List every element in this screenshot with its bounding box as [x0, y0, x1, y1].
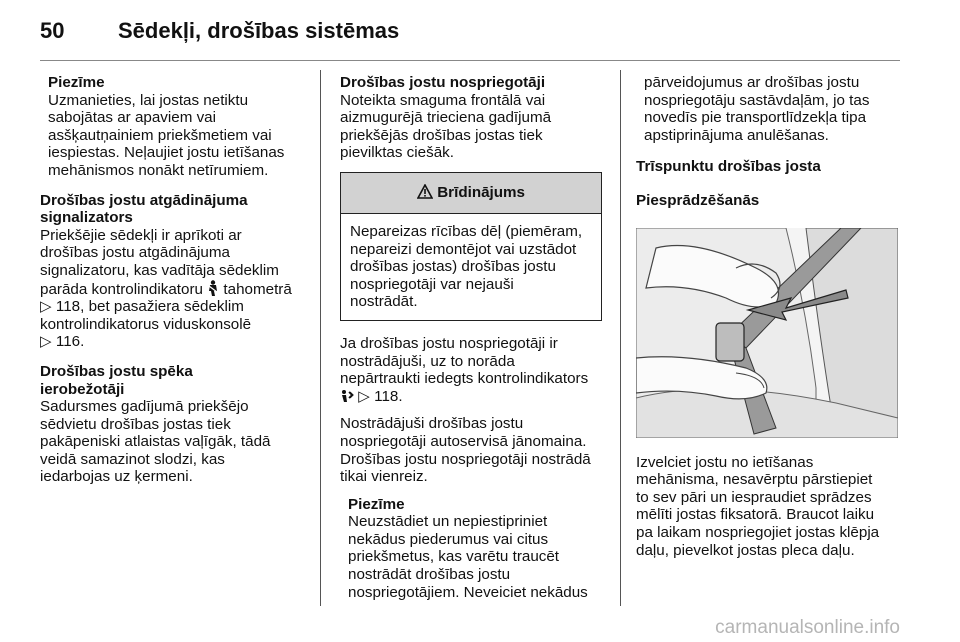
- body-line: pakāpeniski atlaistas vaļīgāk, tādā: [40, 433, 271, 451]
- seatbelt-illustration: [636, 228, 898, 438]
- note-line: Uzmanieties, lai jostas netiktu: [48, 91, 249, 109]
- note-line: iespiestas. Neļaujiet jostu ietīšanas: [48, 144, 285, 162]
- body-line: Priekšējie sēdekļi ir aprīkoti ar: [40, 226, 242, 244]
- body-line: kontrolindikatorus viduskonsolē: [40, 315, 252, 333]
- note-line: nospriegotāju sastāvdaļām, jo tas: [644, 91, 870, 109]
- body-line: Izvelciet jostu no ietīšanas: [636, 453, 814, 471]
- column-1: [40, 74, 314, 486]
- note-title: Piezīme: [348, 495, 405, 513]
- warning-title: Brīdinājums: [437, 183, 525, 201]
- reminder-heading: Drošības jostu atgādinājuma: [40, 191, 248, 209]
- body-line: mēlīti jostas fiksatorā. Braucot laiku: [636, 506, 875, 524]
- body-line: signalizatoru, kas vadītāja sēdeklim: [40, 261, 279, 279]
- body-line: daļu, pievelkot jostas pleca daļu.: [636, 541, 855, 559]
- note-line: asšķautņainiem priekšmetiem vai: [48, 126, 272, 144]
- page-title: Sēdekļi, drošības sistēmas: [118, 18, 400, 43]
- note-line: Neuzstādiet un nepiestipriniet: [348, 513, 548, 531]
- body-line: priekšējās drošības jostas tiek: [340, 126, 543, 144]
- body-line: Noteikta smaguma frontālā vai: [340, 91, 546, 109]
- note-line: pārveidojumus ar drošības jostu: [644, 74, 860, 91]
- column-3: [636, 74, 900, 559]
- page-reference: 118.: [374, 387, 403, 405]
- body-line: iedarbojas uz ķermeni.: [40, 468, 193, 486]
- note-title: Piezīme: [48, 74, 105, 91]
- note-line: nospriegotājiem. Neveiciet nekādus: [348, 583, 588, 601]
- body-line: to sev pāri un iespraudiet sprādzes: [636, 488, 872, 506]
- triangle-right-icon: ▷: [358, 387, 370, 405]
- note-block: [40, 74, 314, 180]
- warning-line: nepareizi demontējot vai uzstādot: [350, 240, 577, 258]
- triangle-right-icon: ▷: [40, 298, 52, 316]
- limiter-heading: ierobežotāji: [40, 380, 125, 398]
- body-line: aizmugurējā trieciena gadījumā: [340, 109, 552, 127]
- body-line: [40, 333, 314, 351]
- body-line: Sadursmes gadījumā priekšējo: [40, 398, 249, 416]
- note-block: [340, 496, 602, 602]
- warning-line: drošības jostas) drošības jostu: [350, 258, 556, 276]
- body-line: nospriegotāji autoservisā jānomaina.: [340, 432, 587, 450]
- body-text: parāda kontrolindikatoru: [40, 280, 203, 298]
- body-line: tikai vienreiz.: [340, 468, 428, 486]
- note-line: novedīs pie transportlīdzekļa tipa: [644, 109, 867, 127]
- watermark[interactable]: carmanualsonline.info: [715, 617, 900, 638]
- warning-header: [341, 173, 601, 214]
- body-line: pa laikam nospriegojiet jostas klēpja: [636, 523, 880, 541]
- triangle-right-icon: ▷: [40, 333, 52, 351]
- body-line: [340, 388, 602, 406]
- note-line: mehānismos nonākt netīrumiem.: [48, 161, 269, 179]
- warning-body: [341, 214, 601, 320]
- column-divider-1: [320, 70, 321, 606]
- column-divider-2: [620, 70, 621, 606]
- page-number: 50: [40, 18, 65, 43]
- body-line: Drošības jostu nospriegotāji nostrādā: [340, 450, 591, 468]
- note-line: nostrādāt drošības jostu: [348, 566, 511, 584]
- warning-line: Nepareizas rīcības dēļ (piemēram,: [350, 222, 583, 240]
- three-point-belt-heading: Trīspunktu drošības josta: [636, 158, 821, 176]
- body-line: mehānisma, nesavērptu pārstiepiet: [636, 471, 873, 489]
- warning-box: [340, 172, 602, 321]
- fastening-subheading: Piesprādzēšanās: [636, 191, 760, 209]
- body-line: sēdvietu drošības jostas tiek: [40, 415, 231, 433]
- pretensioner-heading: Drošības jostu nospriegotāji: [340, 74, 546, 91]
- body-line: nepārtraukti iedegts kontrolindikators: [340, 370, 589, 388]
- seatbelt-person-icon: [207, 280, 219, 296]
- body-line: drošības jostu atgādinājuma: [40, 244, 230, 262]
- limiter-heading: Drošības jostu spēka: [40, 362, 193, 380]
- header-rule: [40, 60, 900, 61]
- body-line: veidā samazinot slodzi, kas: [40, 450, 225, 468]
- note-line: apstiprinājuma anulēšanas.: [644, 126, 829, 144]
- warning-line: nostrādāt.: [350, 293, 418, 311]
- body-line: Nostrādājuši drošības jostu: [340, 415, 524, 433]
- body-line: [40, 280, 314, 299]
- column-2: [340, 74, 602, 601]
- page-reference: 118, bet pasažiera sēdeklim: [55, 298, 244, 316]
- warning-triangle-icon: [417, 184, 433, 199]
- note-line: nekādus piederumus vai citus: [348, 530, 549, 548]
- body-line: nostrādājuši, uz to norāda: [340, 352, 515, 370]
- airbag-icon: [340, 389, 354, 403]
- warning-line: nospriegotāji var nejauši: [350, 275, 514, 293]
- body-text: tahometrā: [223, 280, 292, 298]
- body-line: [40, 298, 314, 316]
- body-line: Ja drošības jostu nospriegotāji ir: [340, 334, 558, 352]
- body-line: pievilktas ciešāk.: [340, 144, 454, 162]
- reminder-heading: signalizators: [40, 209, 133, 227]
- note-line: priekšmetus, kas varētu traucēt: [348, 548, 560, 566]
- note-line: sabojātas ar apaviem vai: [48, 109, 216, 127]
- page-reference: 116.: [55, 333, 85, 351]
